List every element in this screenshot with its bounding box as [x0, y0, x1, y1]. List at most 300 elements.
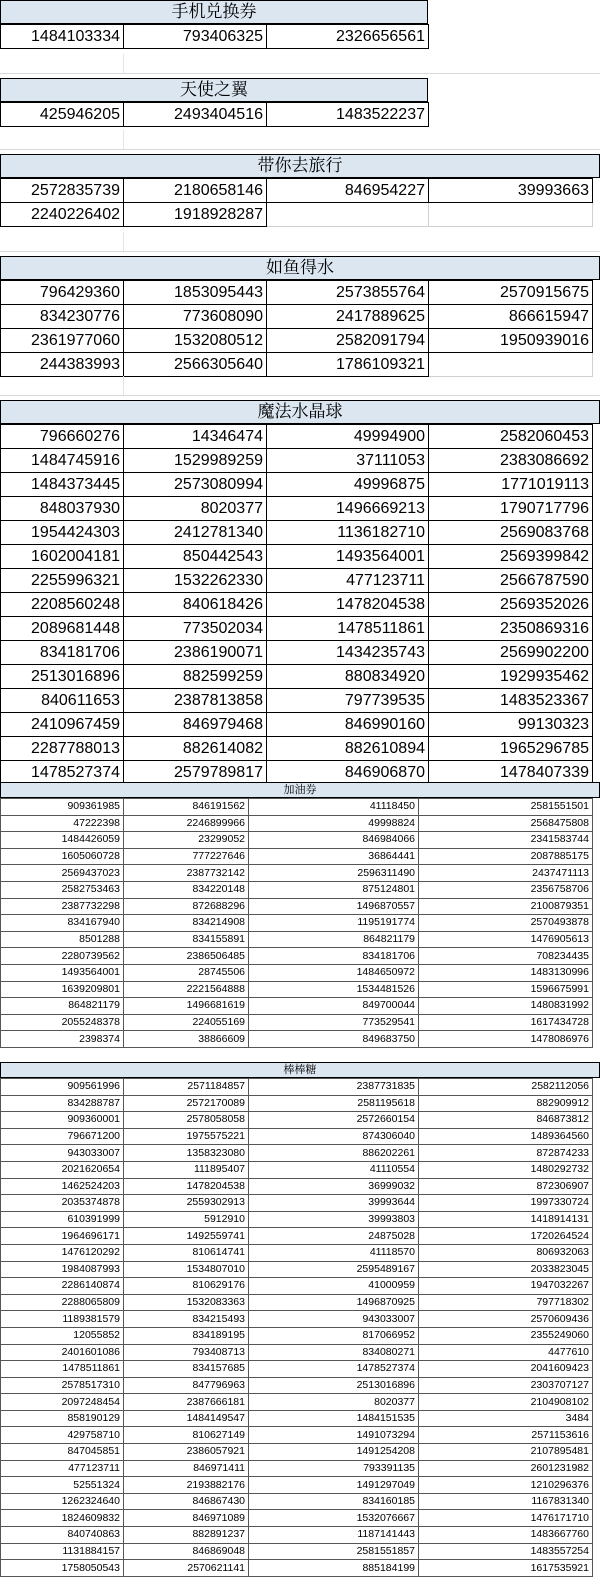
table-cell[interactable]: 2581195618 [249, 1095, 419, 1112]
table-cell[interactable]: 2412781340 [124, 521, 267, 545]
table-cell[interactable]: 849683750 [249, 1031, 419, 1048]
table-cell[interactable]: 2287788013 [1, 737, 124, 761]
table-cell[interactable]: 36864441 [249, 848, 419, 865]
table-cell[interactable]: 2569083768 [429, 521, 593, 545]
table-cell[interactable]: 840611653 [1, 689, 124, 713]
table-cell[interactable]: 1195191774 [249, 915, 419, 932]
table-cell[interactable]: 1975575221 [124, 1128, 249, 1145]
table-cell[interactable]: 2578058058 [124, 1112, 249, 1129]
table-cell[interactable]: 2387732298 [1, 898, 124, 915]
table-cell[interactable]: 1483557254 [419, 1543, 593, 1560]
table-cell[interactable]: 848037930 [1, 497, 124, 521]
table-cell[interactable]: 834215493 [124, 1311, 249, 1328]
table-cell[interactable]: 1476120292 [1, 1244, 124, 1261]
table-cell[interactable]: 2566305640 [124, 353, 267, 377]
table-cell[interactable]: 2089681448 [1, 617, 124, 641]
table-cell[interactable]: 773529541 [249, 1014, 419, 1031]
table-cell[interactable]: 1853095443 [124, 281, 267, 305]
table-cell[interactable]: 1596675991 [419, 981, 593, 998]
table-cell[interactable]: 41000959 [249, 1278, 419, 1295]
table-cell[interactable]: 1602004181 [1, 545, 124, 569]
table-cell[interactable]: 2437471113 [419, 865, 593, 882]
table-cell[interactable]: 806932063 [419, 1244, 593, 1261]
table-cell[interactable]: 37111053 [267, 449, 429, 473]
table-cell[interactable]: 1483522237 [267, 103, 429, 127]
table-cell[interactable]: 1491297049 [249, 1477, 419, 1494]
blank-row[interactable] [0, 376, 600, 396]
blank-row[interactable] [0, 232, 600, 252]
table-cell[interactable]: 1210296376 [419, 1477, 593, 1494]
table-cell[interactable]: 41110554 [249, 1161, 419, 1178]
table-row [1, 1394, 593, 1411]
table-cell[interactable] [267, 203, 429, 227]
table-cell[interactable]: 1947032267 [419, 1278, 593, 1295]
table-cell[interactable]: 2596311490 [249, 865, 419, 882]
table-cell[interactable]: 1984087993 [1, 1261, 124, 1278]
table-cell[interactable]: 2570621141 [124, 1560, 249, 1577]
table-row [1, 1031, 593, 1048]
table-cell[interactable]: 1617535921 [419, 1560, 593, 1577]
table-cell[interactable]: 2601231982 [419, 1460, 593, 1477]
table-cell[interactable]: 2221564888 [124, 981, 249, 998]
table-cell[interactable]: 1418914131 [419, 1211, 593, 1228]
table-cell[interactable]: 2573080994 [124, 473, 267, 497]
table-cell[interactable]: 810627149 [124, 1427, 249, 1444]
table-cell[interactable]: 2401601086 [1, 1344, 124, 1361]
table-cell[interactable]: 1131884157 [1, 1543, 124, 1560]
table-cell[interactable]: 1964696171 [1, 1228, 124, 1245]
table-cell[interactable]: 2559302913 [124, 1195, 249, 1212]
table-cell[interactable]: 3484 [419, 1410, 593, 1427]
table-cell[interactable]: 943033007 [249, 1311, 419, 1328]
table-cell[interactable]: 1532080512 [124, 329, 267, 353]
table-cell[interactable]: 610391999 [1, 1211, 124, 1228]
table-cell[interactable]: 2387731835 [249, 1079, 419, 1096]
table-cell[interactable]: 882614082 [124, 737, 267, 761]
table-cell[interactable]: 796429360 [1, 281, 124, 305]
table-cell[interactable]: 2246899966 [124, 815, 249, 832]
table-cell[interactable]: 1483667760 [419, 1527, 593, 1544]
table-cell[interactable]: 39993803 [249, 1211, 419, 1228]
table-cell[interactable]: 49998824 [249, 815, 419, 832]
table-row [1, 931, 593, 948]
table-cell[interactable]: 1496681619 [124, 998, 249, 1015]
table-row [1, 329, 593, 353]
table-cell[interactable]: 1492559741 [124, 1228, 249, 1245]
table-cell[interactable]: 1950939016 [429, 329, 593, 353]
table-cell[interactable]: 12055852 [1, 1327, 124, 1344]
table-cell[interactable]: 1478204538 [124, 1178, 249, 1195]
table-cell[interactable]: 708234435 [419, 948, 593, 965]
table-row [1, 103, 429, 127]
table-cell[interactable]: 1534807010 [124, 1261, 249, 1278]
table-cell[interactable]: 425946205 [1, 103, 124, 127]
table-cell[interactable]: 49996875 [267, 473, 429, 497]
table-cell[interactable]: 872874233 [419, 1145, 593, 1162]
table-cell[interactable]: 1489364560 [419, 1128, 593, 1145]
table-cell[interactable]: 943033007 [1, 1145, 124, 1162]
table-cell[interactable]: 1136182710 [267, 521, 429, 545]
table-cell[interactable]: 2286140874 [1, 1278, 124, 1295]
table-cell[interactable]: 52551324 [1, 1477, 124, 1494]
table-cell[interactable]: 2579789817 [124, 761, 267, 785]
table-cell[interactable]: 847045851 [1, 1444, 124, 1461]
table-cell[interactable]: 2361977060 [1, 329, 124, 353]
blank-row[interactable] [0, 54, 600, 74]
table-cell[interactable]: 840618426 [124, 593, 267, 617]
table-cell[interactable]: 1262324640 [1, 1493, 124, 1510]
table-cell[interactable]: 1484103334 [1, 25, 124, 49]
table-cell[interactable]: 2569437023 [1, 865, 124, 882]
table-cell[interactable]: 834080271 [249, 1344, 419, 1361]
table-cell[interactable]: 872306907 [419, 1178, 593, 1195]
table-cell[interactable]: 2595489167 [249, 1261, 419, 1278]
table-cell[interactable]: 2573855764 [267, 281, 429, 305]
table-cell[interactable]: 2387666181 [124, 1394, 249, 1411]
table-cell[interactable]: 38866609 [124, 1031, 249, 1048]
table-cell[interactable]: 1496870925 [249, 1294, 419, 1311]
section-header[interactable]: 棒棒糖 [0, 1062, 600, 1078]
table-cell[interactable]: 2569352026 [429, 593, 593, 617]
table-cell[interactable]: 2386190071 [124, 641, 267, 665]
table-cell[interactable]: 2581551857 [249, 1543, 419, 1560]
table-row [1, 281, 593, 305]
section-header[interactable]: 魔法水晶球 [0, 400, 600, 424]
table-cell[interactable]: 2386506485 [124, 948, 249, 965]
table-row [1, 1444, 593, 1461]
table-cell[interactable]: 2355249060 [419, 1327, 593, 1344]
table-cell[interactable]: 477123711 [1, 1460, 124, 1477]
table-cell[interactable]: 846954227 [267, 179, 429, 203]
table-cell[interactable]: 1786109321 [267, 353, 429, 377]
table-cell[interactable]: 244383993 [1, 353, 124, 377]
table-cell[interactable]: 846990160 [267, 713, 429, 737]
table-cell[interactable]: 797739535 [267, 689, 429, 713]
table-cell[interactable]: 1605060728 [1, 848, 124, 865]
table-cell[interactable]: 2571184857 [124, 1079, 249, 1096]
table-cell[interactable]: 2582060453 [429, 425, 593, 449]
table-cell[interactable]: 882599259 [124, 665, 267, 689]
table-cell[interactable]: 2035374878 [1, 1195, 124, 1212]
table-cell[interactable]: 834181706 [249, 948, 419, 965]
table-cell[interactable]: 429758710 [1, 1427, 124, 1444]
section-header[interactable]: 天使之翼 [0, 78, 428, 102]
table-cell[interactable]: 846867430 [124, 1493, 249, 1510]
table-cell[interactable]: 47222398 [1, 815, 124, 832]
table-cell[interactable] [429, 353, 593, 377]
table-cell[interactable]: 1493564001 [1, 964, 124, 981]
table-cell[interactable]: 1484745916 [1, 449, 124, 473]
table-cell[interactable]: 8020377 [249, 1394, 419, 1411]
table-cell[interactable]: 2572660154 [249, 1112, 419, 1129]
table-cell[interactable]: 1532083363 [124, 1294, 249, 1311]
table-cell[interactable]: 2578517310 [1, 1377, 124, 1394]
table-cell[interactable]: 846191562 [124, 799, 249, 816]
table-cell[interactable]: 882909912 [419, 1095, 593, 1112]
table-cell[interactable]: 2398374 [1, 1031, 124, 1048]
table-cell[interactable]: 1491254208 [249, 1444, 419, 1461]
table-cell[interactable]: 2341583744 [419, 832, 593, 849]
table-cell[interactable]: 2582112056 [419, 1079, 593, 1096]
table-cell[interactable]: 773502034 [124, 617, 267, 641]
table-cell[interactable]: 885184199 [249, 1560, 419, 1577]
table-cell[interactable]: 834160185 [249, 1493, 419, 1510]
table-cell[interactable]: 8020377 [124, 497, 267, 521]
table-cell[interactable]: 2033823045 [419, 1261, 593, 1278]
table-cell[interactable]: 2097248454 [1, 1394, 124, 1411]
table-cell[interactable]: 1358323080 [124, 1145, 249, 1162]
table-cell[interactable]: 1918928287 [124, 203, 267, 227]
table-row [1, 617, 593, 641]
table-cell[interactable]: 41118450 [249, 799, 419, 816]
table-cell[interactable]: 1532076667 [249, 1510, 419, 1527]
table-cell[interactable]: 2386057921 [124, 1444, 249, 1461]
table-cell[interactable]: 2055248378 [1, 1014, 124, 1031]
table-cell[interactable]: 773608090 [124, 305, 267, 329]
table-cell[interactable]: 834181706 [1, 641, 124, 665]
table-cell[interactable]: 2387813858 [124, 689, 267, 713]
table-cell[interactable]: 834167940 [1, 915, 124, 932]
table-cell[interactable]: 864821179 [1, 998, 124, 1015]
table-cell[interactable]: 834230776 [1, 305, 124, 329]
table-cell[interactable]: 1493564001 [267, 545, 429, 569]
table-cell[interactable]: 777227646 [124, 848, 249, 865]
table-cell[interactable]: 849700044 [249, 998, 419, 1015]
table-cell[interactable]: 2582091794 [267, 329, 429, 353]
table-cell[interactable]: 2410967459 [1, 713, 124, 737]
table-cell[interactable]: 909361985 [1, 799, 124, 816]
table-cell[interactable]: 866615947 [429, 305, 593, 329]
table-cell[interactable]: 882891237 [124, 1527, 249, 1544]
table-cell[interactable]: 2087885175 [419, 848, 593, 865]
table-cell[interactable]: 2513016896 [1, 665, 124, 689]
table-cell[interactable]: 1790717796 [429, 497, 593, 521]
table-cell[interactable]: 817066952 [249, 1327, 419, 1344]
table-cell[interactable]: 840740863 [1, 1527, 124, 1544]
table-row [1, 1278, 593, 1295]
table-cell[interactable]: 2100879351 [419, 898, 593, 915]
table-cell[interactable]: 872688296 [124, 898, 249, 915]
table-cell[interactable]: 1771019113 [429, 473, 593, 497]
table-cell[interactable]: 2356758706 [419, 881, 593, 898]
table-cell[interactable]: 2280739562 [1, 948, 124, 965]
table-cell[interactable]: 41118570 [249, 1244, 419, 1261]
section-header[interactable]: 如鱼得水 [0, 256, 600, 280]
table-cell[interactable]: 1617434728 [419, 1014, 593, 1031]
table-cell[interactable]: 1478511861 [267, 617, 429, 641]
table-cell[interactable]: 886202261 [249, 1145, 419, 1162]
table-cell[interactable]: 2582753463 [1, 881, 124, 898]
table-cell[interactable]: 2021620654 [1, 1161, 124, 1178]
table-cell[interactable]: 1462524203 [1, 1178, 124, 1195]
table-cell[interactable]: 810629176 [124, 1278, 249, 1295]
table-cell[interactable]: 1167831340 [419, 1493, 593, 1510]
table-cell[interactable]: 36999032 [249, 1178, 419, 1195]
table-cell[interactable]: 1189381579 [1, 1311, 124, 1328]
table-cell[interactable]: 2041609423 [419, 1361, 593, 1378]
table-cell[interactable]: 846971089 [124, 1510, 249, 1527]
table-cell[interactable]: 1824609832 [1, 1510, 124, 1527]
table-cell[interactable]: 1758050543 [1, 1560, 124, 1577]
blank-row[interactable] [0, 130, 600, 150]
table-cell[interactable]: 796671200 [1, 1128, 124, 1145]
table-row [1, 915, 593, 932]
table-cell[interactable]: 2303707127 [419, 1377, 593, 1394]
table-cell[interactable]: 2570915675 [429, 281, 593, 305]
table-cell[interactable]: 797718302 [419, 1294, 593, 1311]
table-cell[interactable]: 1476905613 [419, 931, 593, 948]
table-cell[interactable]: 846869048 [124, 1543, 249, 1560]
table-row [1, 473, 593, 497]
table-cell[interactable]: 1484426059 [1, 832, 124, 849]
table-cell[interactable]: 2570609436 [419, 1311, 593, 1328]
table-cell[interactable]: 1532262330 [124, 569, 267, 593]
table-cell[interactable]: 1484149547 [124, 1410, 249, 1427]
table-cell[interactable]: 909561996 [1, 1079, 124, 1096]
section-table [0, 178, 593, 227]
table-cell[interactable]: 2350869316 [429, 617, 593, 641]
table-cell[interactable]: 1965296785 [429, 737, 593, 761]
table-cell[interactable]: 1187141443 [249, 1527, 419, 1544]
table-cell[interactable]: 1476171710 [419, 1510, 593, 1527]
table-cell[interactable]: 2572835739 [1, 179, 124, 203]
table-row [1, 641, 593, 665]
table-cell[interactable]: 834155891 [124, 931, 249, 948]
section-header[interactable]: 带你去旅行 [0, 154, 600, 178]
table-cell[interactable]: 847796963 [124, 1377, 249, 1394]
table-cell[interactable]: 1496669213 [267, 497, 429, 521]
table-cell[interactable]: 1478204538 [267, 593, 429, 617]
table-cell[interactable]: 1496870557 [249, 898, 419, 915]
table-cell[interactable]: 2180658146 [124, 179, 267, 203]
table-cell[interactable]: 2569902200 [429, 641, 593, 665]
table-cell[interactable]: 111895407 [124, 1161, 249, 1178]
table-cell[interactable]: 880834920 [267, 665, 429, 689]
table-cell[interactable]: 2193882176 [124, 1477, 249, 1494]
table-row [1, 203, 593, 227]
table-cell[interactable]: 850442543 [124, 545, 267, 569]
table-cell[interactable]: 1534481526 [249, 981, 419, 998]
table-row [1, 1344, 593, 1361]
table-cell[interactable]: 49994900 [267, 425, 429, 449]
table-cell[interactable]: 846979468 [124, 713, 267, 737]
table-cell[interactable]: 2288065809 [1, 1294, 124, 1311]
table-cell[interactable]: 1484650972 [249, 964, 419, 981]
table-cell[interactable]: 793406325 [124, 25, 267, 49]
table-cell[interactable]: 224055169 [124, 1014, 249, 1031]
table-cell[interactable]: 2581551501 [419, 799, 593, 816]
table-cell[interactable]: 2568475808 [419, 815, 593, 832]
table-cell[interactable]: 2569399842 [429, 545, 593, 569]
table-cell[interactable]: 834214908 [124, 915, 249, 932]
table-cell[interactable]: 1434235743 [267, 641, 429, 665]
table-cell[interactable]: 1483523367 [429, 689, 593, 713]
table-cell[interactable]: 1478527374 [249, 1361, 419, 1378]
table-cell[interactable]: 4477610 [419, 1344, 593, 1361]
table-cell[interactable]: 1480831992 [419, 998, 593, 1015]
table-cell[interactable]: 2208560248 [1, 593, 124, 617]
table-cell[interactable]: 846984066 [249, 832, 419, 849]
table-cell[interactable]: 2571153616 [419, 1427, 593, 1444]
table-cell[interactable]: 2240226402 [1, 203, 124, 227]
table-cell[interactable]: 909360001 [1, 1112, 124, 1129]
table-cell[interactable]: 1478511861 [1, 1361, 124, 1378]
table-row [1, 569, 593, 593]
table-cell[interactable]: 39993644 [249, 1195, 419, 1212]
table-cell[interactable]: 1478527374 [1, 761, 124, 785]
table-cell[interactable]: 2326656561 [267, 25, 429, 49]
table-cell[interactable]: 846873812 [419, 1112, 593, 1129]
table-cell[interactable]: 2383086692 [429, 449, 593, 473]
section-header[interactable]: 手机兑换券 [0, 0, 428, 24]
table-cell[interactable]: 24875028 [249, 1228, 419, 1245]
table-cell[interactable]: 39993663 [429, 179, 593, 203]
table-cell[interactable]: 846906870 [267, 761, 429, 785]
table-cell[interactable]: 1484151535 [249, 1410, 419, 1427]
table-cell[interactable]: 1480292732 [419, 1161, 593, 1178]
table-cell[interactable]: 1484373445 [1, 473, 124, 497]
table-cell[interactable]: 834288787 [1, 1095, 124, 1112]
table-cell[interactable]: 14346474 [124, 425, 267, 449]
table-cell[interactable]: 1491073294 [249, 1427, 419, 1444]
table-cell[interactable]: 1478407339 [429, 761, 593, 785]
table-cell[interactable]: 2493404516 [124, 103, 267, 127]
table-cell[interactable]: 1954424303 [1, 521, 124, 545]
table-cell[interactable]: 2104908102 [419, 1394, 593, 1411]
table-cell[interactable]: 1483130996 [419, 964, 593, 981]
table-cell[interactable]: 23299052 [124, 832, 249, 849]
table-cell[interactable]: 834220148 [124, 881, 249, 898]
table-cell[interactable]: 2572170089 [124, 1095, 249, 1112]
table-row [1, 1410, 593, 1427]
table-cell[interactable]: 8501288 [1, 931, 124, 948]
table-cell[interactable]: 1478086976 [419, 1031, 593, 1048]
table-cell[interactable]: 796660276 [1, 425, 124, 449]
table-cell[interactable]: 99130323 [429, 713, 593, 737]
table-cell[interactable]: 882610894 [267, 737, 429, 761]
table-cell[interactable]: 1929935462 [429, 665, 593, 689]
table-cell[interactable]: 793391135 [249, 1460, 419, 1477]
table-cell[interactable]: 1529989259 [124, 449, 267, 473]
table-cell[interactable]: 2107895481 [419, 1444, 593, 1461]
table-cell[interactable]: 1720264524 [419, 1228, 593, 1245]
table-cell[interactable]: 2387732142 [124, 865, 249, 882]
table-cell[interactable]: 834157685 [124, 1361, 249, 1378]
table-cell[interactable]: 2513016896 [249, 1377, 419, 1394]
table-cell[interactable]: 834189195 [124, 1327, 249, 1344]
table-cell[interactable]: 5912910 [124, 1211, 249, 1228]
table-cell[interactable]: 1639209801 [1, 981, 124, 998]
table-cell[interactable]: 810614741 [124, 1244, 249, 1261]
table-cell[interactable]: 2255996321 [1, 569, 124, 593]
table-row [1, 305, 593, 329]
table-cell[interactable]: 477123711 [267, 569, 429, 593]
table-cell[interactable]: 874306040 [249, 1128, 419, 1145]
table-cell[interactable]: 864821179 [249, 931, 419, 948]
table-cell[interactable]: 2566787590 [429, 569, 593, 593]
table-cell[interactable]: 858190129 [1, 1410, 124, 1427]
table-row [1, 1294, 593, 1311]
table-cell[interactable]: 846971411 [124, 1460, 249, 1477]
table-cell[interactable]: 28745506 [124, 964, 249, 981]
table-cell[interactable]: 793408713 [124, 1344, 249, 1361]
table-cell[interactable]: 875124801 [249, 881, 419, 898]
table-cell[interactable]: 1997330724 [419, 1195, 593, 1212]
table-cell[interactable]: 2417889625 [267, 305, 429, 329]
table-cell[interactable]: 2570493878 [419, 915, 593, 932]
table-cell[interactable] [429, 203, 593, 227]
section-header[interactable]: 加油券 [0, 782, 600, 798]
